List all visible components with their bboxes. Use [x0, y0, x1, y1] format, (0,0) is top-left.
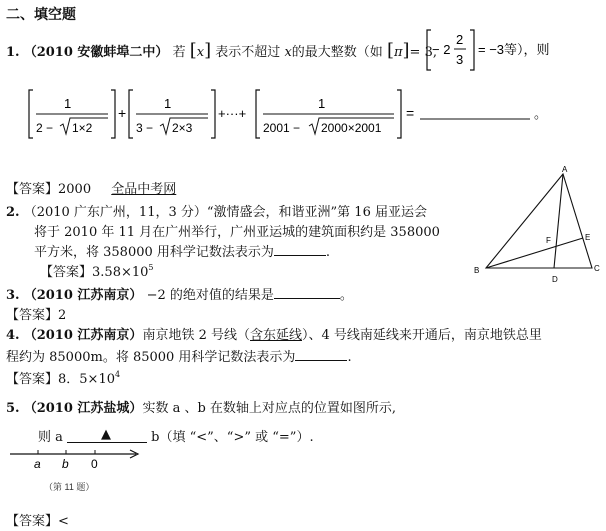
- answer-exponent: 4: [115, 370, 121, 379]
- period: 。: [534, 106, 548, 121]
- label-c: C: [594, 264, 600, 273]
- answer-3: [6, 304, 66, 323]
- term3-radicand: 2000×2001: [321, 121, 382, 135]
- underlined-text: 含东延线: [249, 328, 302, 343]
- segment-ad: [554, 174, 563, 268]
- question-source: （2010 江苏南京）: [23, 328, 143, 343]
- answer-label: 【答案】: [40, 265, 93, 280]
- answer-blank: [295, 348, 347, 361]
- question-1-line1: [6, 40, 437, 61]
- question-text: ）、4 号线南延线来开通后，南京地铁总里: [302, 328, 542, 343]
- figure-caption: （第 11 题）: [44, 482, 95, 492]
- question-5: [6, 397, 396, 416]
- term2-den: 3 −: [136, 121, 154, 135]
- term2-numerator: 1: [164, 96, 172, 111]
- answer-value: 8．5×10: [58, 372, 115, 387]
- question-number: 2.: [6, 205, 20, 220]
- label-f: F: [546, 236, 551, 245]
- question-2-line3: [34, 241, 330, 260]
- pi-symbol: π: [393, 45, 403, 60]
- question-text: 若: [172, 45, 186, 60]
- question-source: （2010 安徽蚌埠二中）: [23, 45, 169, 60]
- section-title: 二、填空题: [6, 7, 76, 23]
- term3-numerator: 1: [318, 96, 326, 111]
- triangle-abc: [486, 174, 592, 268]
- triangle-up-icon: ▲: [101, 427, 112, 442]
- number-line: [6, 446, 146, 496]
- answer-blank: [67, 428, 147, 443]
- bracket-icon: [: [386, 40, 394, 61]
- term3-den: 2001 −: [263, 121, 301, 135]
- label-a: A: [562, 165, 568, 174]
- point-b-label: b: [62, 457, 69, 471]
- answer-label: 【答案】: [6, 372, 59, 387]
- question-4-line1: [6, 324, 542, 343]
- period: .: [347, 350, 352, 365]
- question-number: 3.: [6, 288, 20, 303]
- fraction-denominator: 3: [456, 52, 464, 67]
- neg2-text: − 2: [432, 42, 451, 57]
- question-number: 5.: [6, 401, 20, 416]
- question-3: [6, 284, 353, 303]
- question-text: （2010 广东广州，11，3 分）“激情盛会，和谐亚洲”第 16 届亚运会: [23, 205, 427, 220]
- equals-sign: =: [406, 105, 415, 121]
- answer-value: <: [58, 514, 69, 529]
- fraction-numerator: 2: [456, 32, 464, 47]
- variable-x: x: [196, 45, 205, 60]
- floor-sum-expression: [28, 86, 588, 142]
- question-text: b（填 “<”、“>” 或 “=”）.: [151, 430, 314, 445]
- question-text: 平方米，将 358000 用科学记数法表示为: [34, 245, 274, 260]
- question-text: 则 a: [38, 430, 63, 445]
- period: 。: [339, 288, 353, 303]
- bracket-icon: ]: [204, 40, 212, 61]
- question-text: 程约为 85000m。将 85000 用科学记数法表示为: [6, 350, 296, 365]
- question-source: （2010 江苏南京）: [23, 288, 143, 303]
- term2-radicand: 2×3: [172, 121, 193, 135]
- answer-4: [6, 368, 120, 387]
- term1-den: 2 −: [36, 121, 54, 135]
- answer-1: [6, 178, 176, 197]
- segment-be: [486, 238, 583, 268]
- question-text: 南京地铁 2 号线（: [142, 328, 250, 343]
- triangle-figure: [470, 160, 606, 290]
- bracket-icon: ]: [402, 40, 410, 61]
- question-text: 表示不超过: [215, 45, 281, 60]
- question-5-line2: [38, 426, 314, 445]
- question-number: 1.: [6, 45, 20, 60]
- answer-value: 3.58×10: [92, 265, 149, 280]
- plus-sign: +: [118, 105, 127, 121]
- question-4-line2: [6, 346, 352, 365]
- answer-label: 【答案】: [6, 308, 59, 323]
- term1-radicand: 1×2: [72, 121, 93, 135]
- bracket-icon: [: [189, 40, 197, 61]
- eq-neg3-text: = −3等），则: [478, 42, 550, 57]
- variable-x: x: [284, 45, 292, 60]
- origin-label: 0: [91, 457, 98, 471]
- watermark-link[interactable]: 全品中考网: [111, 182, 177, 197]
- answer-2: [40, 261, 154, 280]
- answer-label: 【答案】: [6, 182, 59, 197]
- period: .: [325, 245, 331, 260]
- answer-blank: [274, 286, 340, 299]
- question-number: 4.: [6, 328, 20, 343]
- question-source: （2010 江苏盐城）: [23, 401, 143, 416]
- point-a-label: a: [34, 457, 41, 471]
- label-e: E: [585, 233, 591, 242]
- question-2-line2: 将于 2010 年 11 月在广州举行，广州亚运城的建筑面积约是 358000: [34, 225, 440, 240]
- mixed-number-expression: [426, 26, 606, 74]
- answer-blank: [274, 243, 326, 256]
- answer-label: 【答案】: [6, 514, 59, 529]
- question-text: −2 的绝对值的结果是: [146, 288, 274, 303]
- answer-exponent: 5: [148, 263, 154, 272]
- math-text: = 3,: [409, 45, 437, 60]
- term1-numerator: 1: [64, 96, 72, 111]
- label-d: D: [552, 275, 558, 284]
- answer-value: 2: [58, 308, 67, 323]
- ellipsis-plus: +···+: [218, 106, 247, 121]
- answer-5: [6, 510, 69, 529]
- question-2-line1: [6, 201, 427, 220]
- label-b: B: [474, 266, 480, 275]
- question-text: 的最大整数（如: [291, 45, 383, 60]
- answer-value: 2000: [58, 182, 92, 197]
- question-text: 实数 a 、b 在数轴上对应点的位置如图所示,: [142, 401, 397, 416]
